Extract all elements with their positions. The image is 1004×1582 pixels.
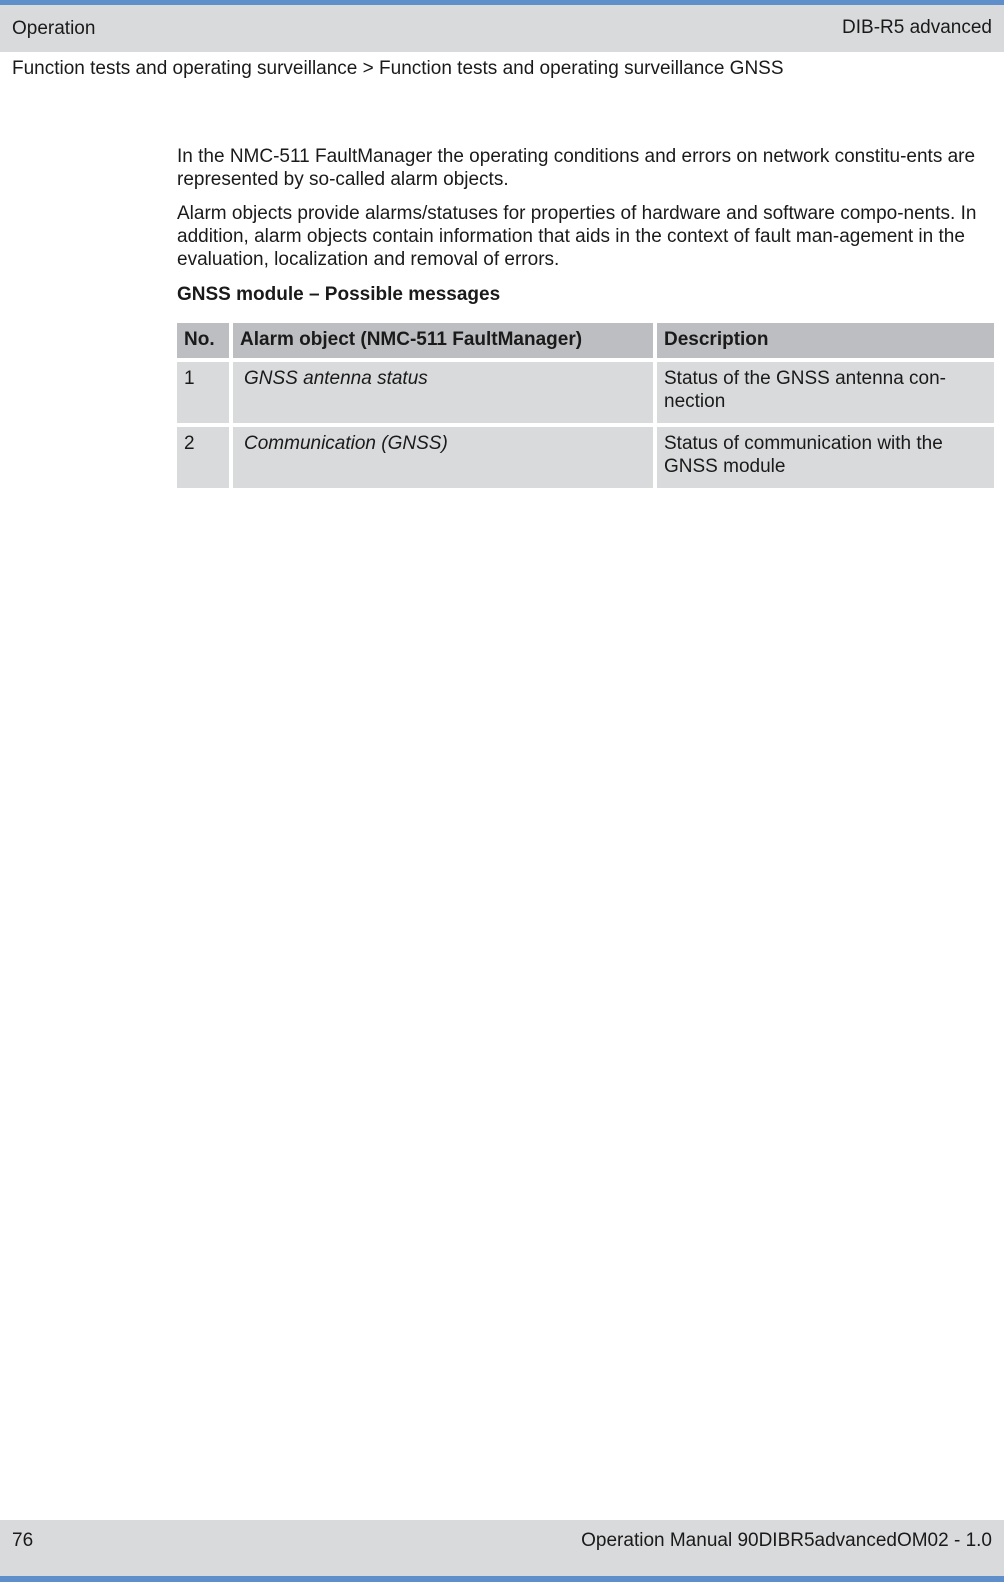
cell-description: Status of communication with the GNSS module xyxy=(657,427,994,488)
table-row xyxy=(177,427,994,488)
page-number: 76 xyxy=(12,1530,34,1551)
intro-paragraph: In the NMC-511 FaultManager the operating conditions and errors on network constitu-ents are represented by so-called alarm objects. xyxy=(177,146,976,190)
cell-no: 2 xyxy=(177,427,229,488)
cell-no: 1 xyxy=(177,362,229,423)
alarm-objects-paragraph: Alarm objects provide alarms/statuses for properties of hardware and software compo-nents. In addition, alarm objects contain information that aids in the context of fault man-agement in the evaluation, localization and removal of errors. xyxy=(177,203,977,270)
table-row xyxy=(177,362,994,423)
header-section: Operation xyxy=(12,18,96,39)
table-heading: GNSS module – Possible messages xyxy=(177,284,501,305)
header-no: No. xyxy=(177,323,229,358)
page-header xyxy=(0,0,1004,52)
cell-alarm-object: Communication (GNSS) xyxy=(233,427,653,488)
table-header-row xyxy=(177,323,994,358)
cell-alarm-object: GNSS antenna status xyxy=(233,362,653,423)
breadcrumb: Function tests and operating surveillance > Function tests and operating surveillance GNSS xyxy=(12,58,784,79)
messages-table xyxy=(173,319,998,492)
manual-reference: Operation Manual 90DIBR5advancedOM02 - 1.0 xyxy=(581,1530,992,1551)
main-content xyxy=(177,145,994,492)
header-product: DIB-R5 advanced xyxy=(842,17,992,38)
header-description: Description xyxy=(657,323,994,358)
cell-description: Status of the GNSS antenna con-nection xyxy=(657,362,994,423)
header-alarm-object: Alarm object (NMC-511 FaultManager) xyxy=(233,323,653,358)
page-footer xyxy=(0,1520,1004,1582)
